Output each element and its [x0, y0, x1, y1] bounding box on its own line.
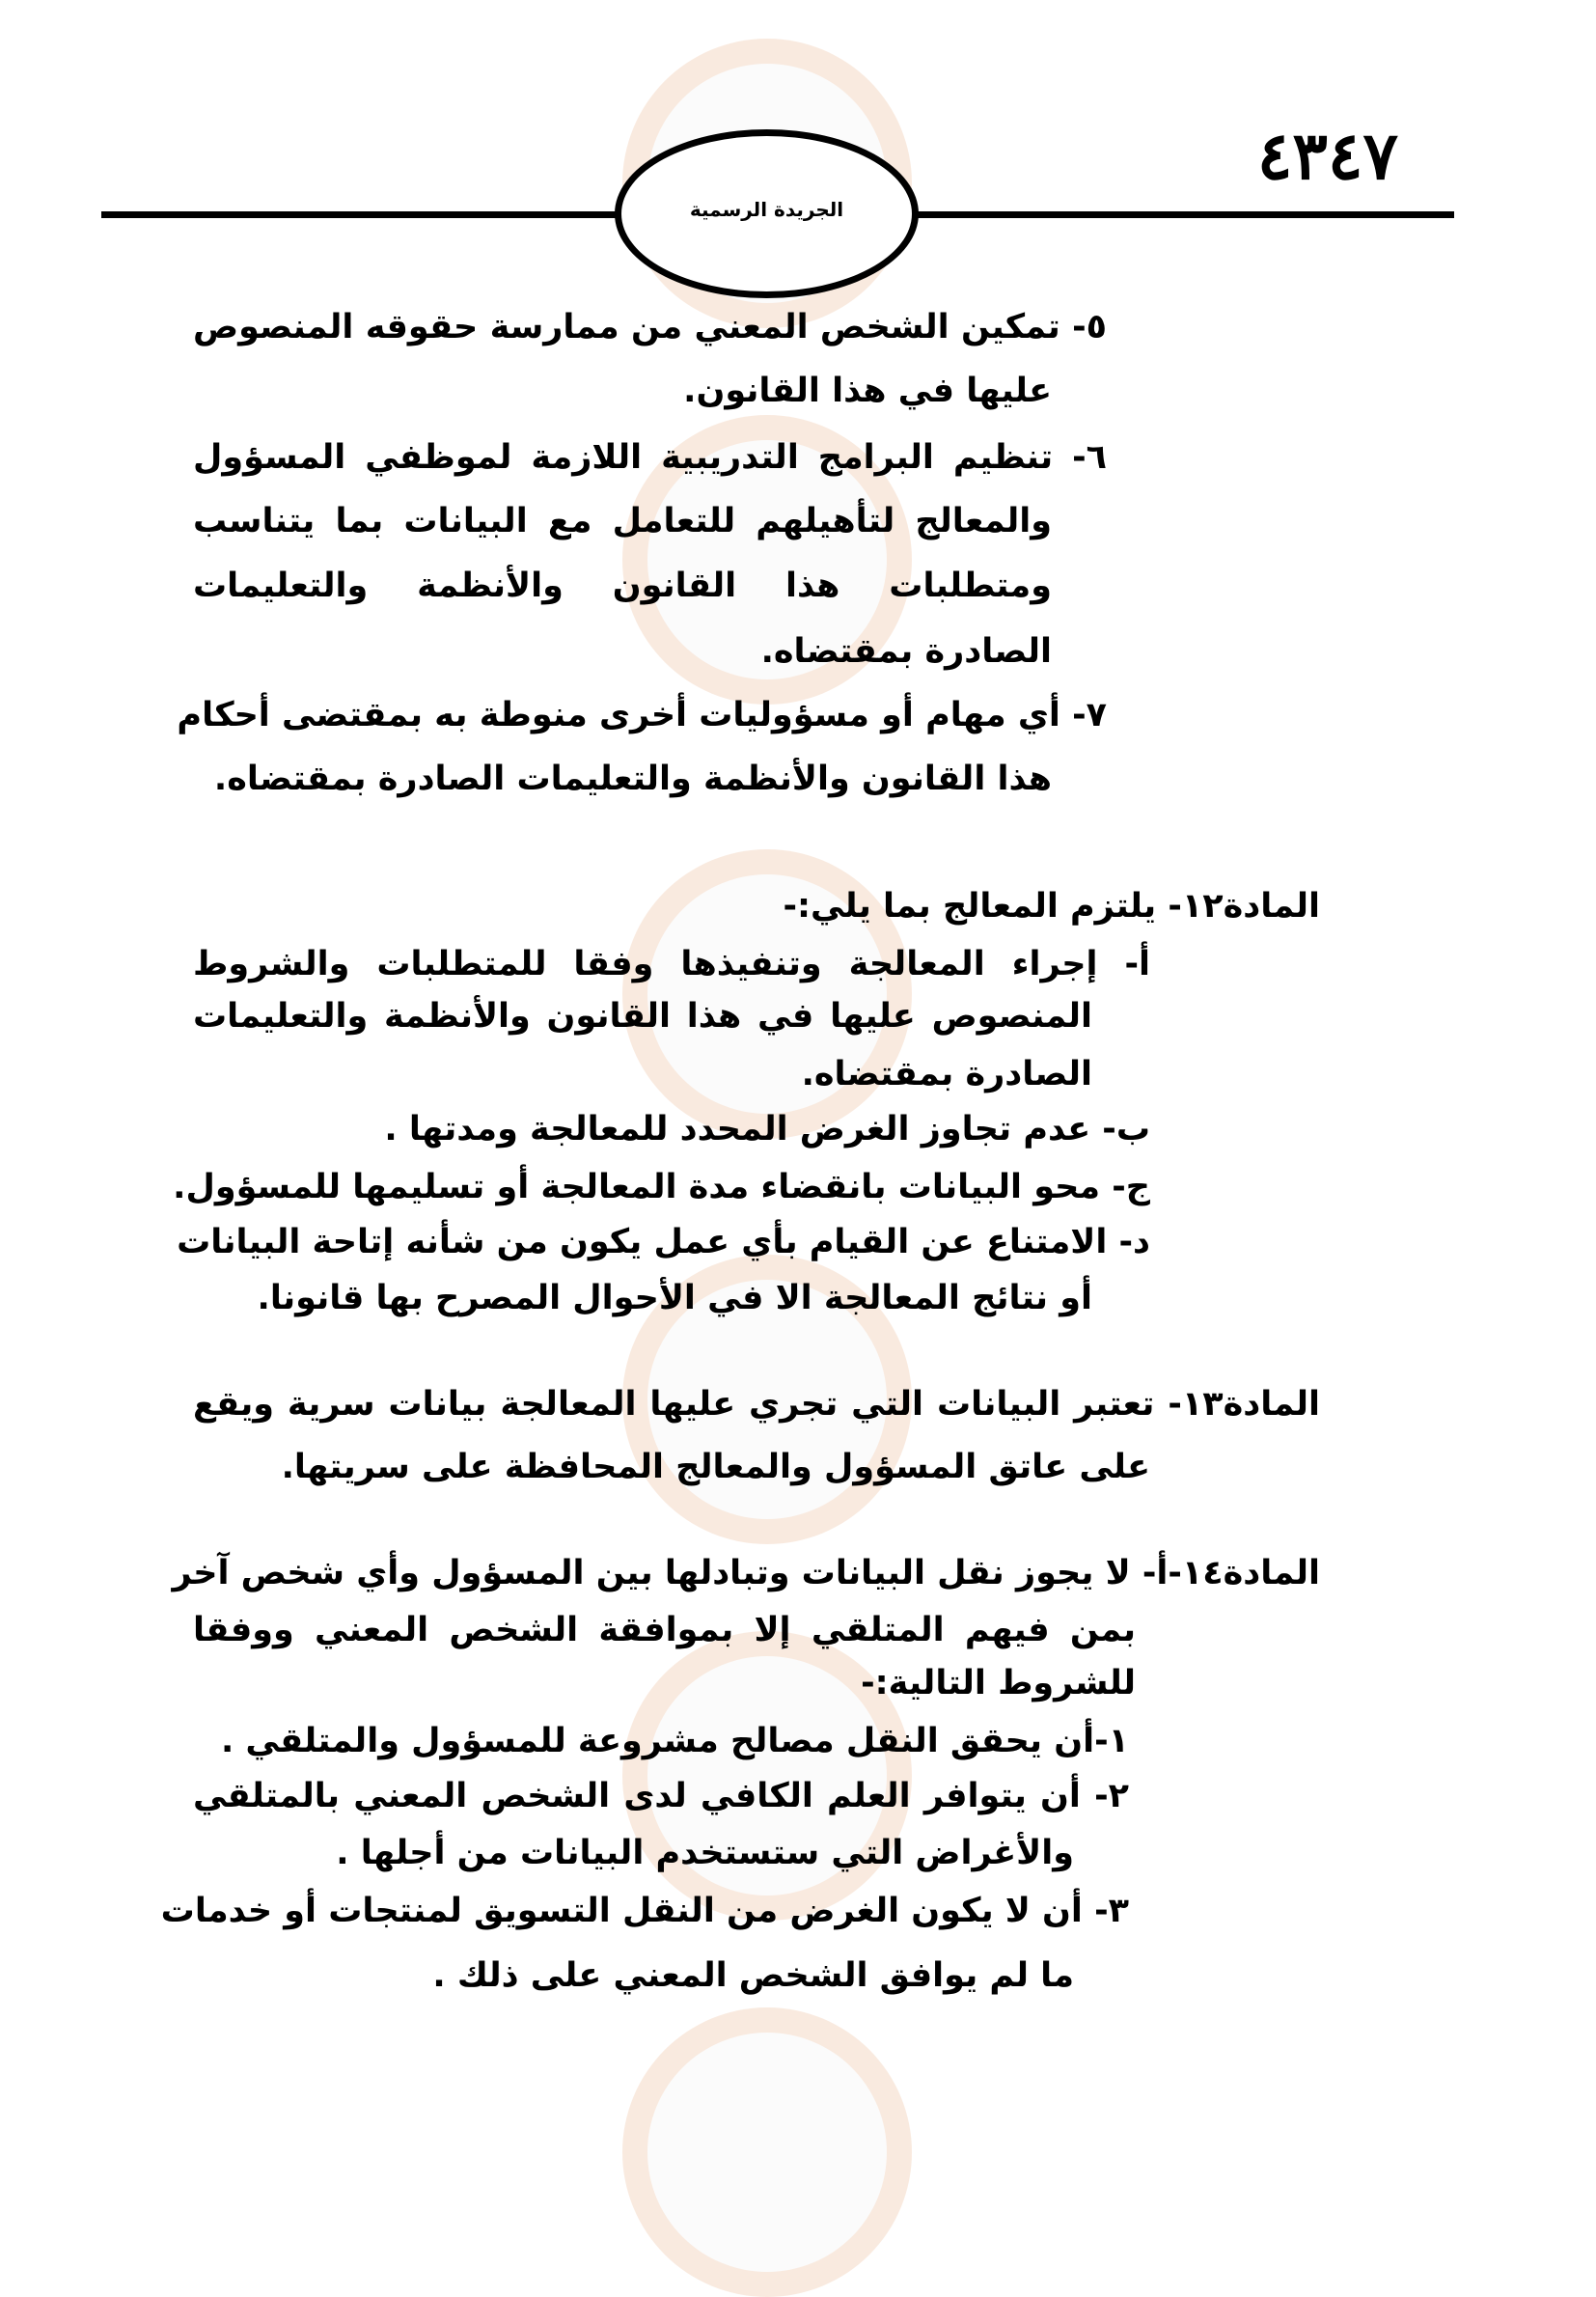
article-12-item-c: ج- محو البيانات بانقضاء مدة المعالجة أو تسليمها للمسؤول. — [173, 1168, 1150, 1206]
item-7-line: ٧- أي مهام أو مسؤوليات أخرى منوطة به بمقتضى أحكام — [177, 696, 1107, 734]
item-6-line: الصادرة بمقتضاه. — [760, 632, 1052, 671]
article-12-item-d: د- الامتناع عن القيام بأي عمل يكون من شأنه إتاحة البيانات — [177, 1223, 1150, 1261]
gazette-oval-badge — [615, 129, 919, 298]
article-14-condition-3: ٣- أن لا يكون الغرض من النقل التسويق لمنتجات أو خدمات — [160, 1892, 1129, 1930]
article-14-line: المادة١٤-أ- لا يجوز نقل البيانات وتبادلها بين المسؤول وأي شخص آخر — [172, 1554, 1320, 1592]
page-number: ٤٣٤٧ — [1256, 118, 1398, 195]
article-12-item-d: أو نتائج المعالجة الا في الأحوال المصرح بها قانونا. — [257, 1279, 1092, 1317]
article-13-line: على عاتق المسؤول والمعالج المحافظة على سريتها. — [281, 1448, 1150, 1486]
article-14-line: بمن فيهم المتلقي إلا بموافقة الشخص المعني ووفقا — [193, 1611, 1136, 1649]
article-14-line: للشروط التالية:- — [861, 1664, 1136, 1702]
article-13-line: المادة١٣- تعتبر البيانات التي تجري عليها المعالجة بيانات سرية ويقع — [193, 1385, 1320, 1424]
item-5-line: عليها في هذا القانون. — [683, 372, 1052, 410]
article-14-condition-3: ما لم يوافق الشخص المعني على ذلك . — [432, 1956, 1074, 1995]
item-6-line: ٦- تنظيم البرامج التدريبية اللازمة لموظفي المسؤول — [193, 438, 1107, 477]
article-12-item-a: المنصوص عليها في هذا القانون والأنظمة والتعليمات — [193, 997, 1092, 1036]
article-14-condition-1: ١-أن يحقق النقل مصالح مشروعة للمسؤول والمتلقي . — [220, 1722, 1129, 1760]
item-6-line: والمعالج لتأهيلهم للتعامل مع البيانات بما يتناسب — [193, 502, 1052, 540]
article-14-condition-2: والأغراض التي ستستخدم البيانات من أجلها . — [336, 1834, 1074, 1872]
item-5-line: ٥- تمكين الشخص المعني من ممارسة حقوقه المنصوص — [193, 308, 1107, 346]
article-12-item-b: ب- عدم تجاوز الغرض المحدد للمعالجة ومدتها . — [384, 1110, 1150, 1148]
gazette-title: الجريدة الرسمية — [689, 198, 844, 221]
item-7-line: هذا القانون والأنظمة والتعليمات الصادرة بمقتضاه. — [213, 760, 1052, 798]
article-12-item-a: الصادرة بمقتضاه. — [801, 1055, 1092, 1093]
article-14-condition-2: ٢- أن يتوافر العلم الكافي لدى الشخص المعني بالمتلقي — [193, 1777, 1129, 1815]
item-6-line: ومتطلبات هذا القانون والأنظمة والتعليمات — [193, 567, 1052, 605]
article-12-heading: المادة١٢- يلتزم المعالج بما يلي:- — [783, 887, 1320, 926]
article-12-item-a: أ- إجراء المعالجة وتنفيذها وفقا للمتطلبات والشروط — [193, 945, 1150, 983]
watermark-clock-icon — [622, 2007, 912, 2297]
